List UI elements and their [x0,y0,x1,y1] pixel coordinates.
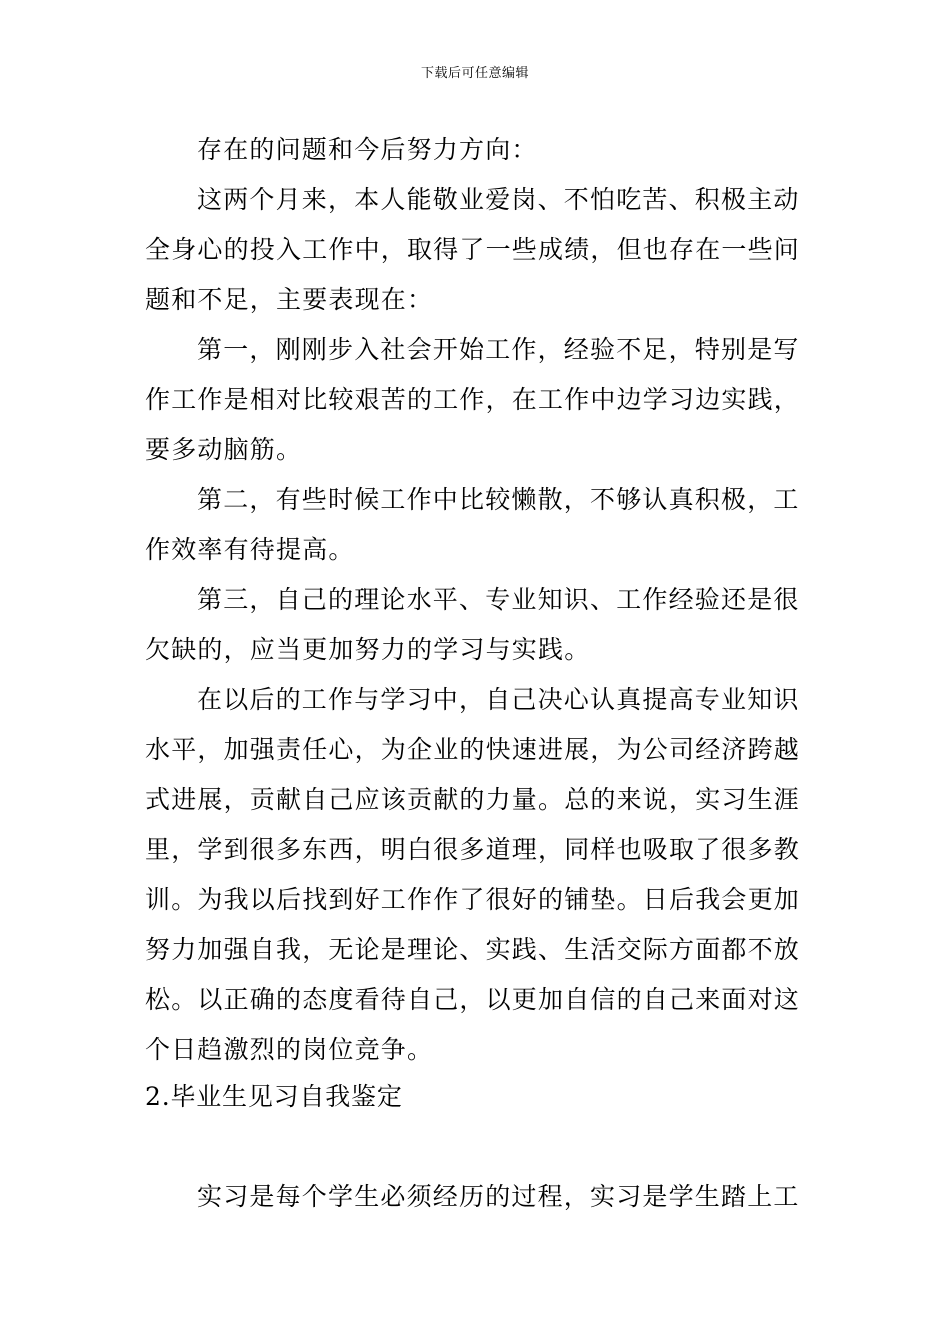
paragraph-line: 第二，有些时候工作中比较懒散，不够认真积极，工 [197,485,800,514]
paragraph-line: 水平，加强责任心，为企业的快速进展，为公司经济跨越 [145,735,801,764]
paragraph-line: 训。为我以后找到好工作作了很好的铺垫。日后我会更加 [145,885,801,914]
paragraph-line: 个日趋激烈的岗位竞争。 [145,1035,434,1064]
paragraph-line: 欠缺的，应当更加努力的学习与实践。 [145,635,591,664]
paragraph-line: 实习是每个学生必须经历的过程，实习是学生踏上工 [197,1182,800,1211]
paragraph-line: 全身心的投入工作中，取得了一些成绩，但也存在一些问 [145,235,801,264]
paragraph-line: 这两个月来，本人能敬业爱岗、不怕吃苦、积极主动 [197,185,800,214]
section-heading: 2.毕业生见习自我鉴定 [145,1082,403,1111]
paragraph-line: 题和不足，主要表现在： [145,285,434,314]
paragraph-line: 第一，刚刚步入社会开始工作，经验不足，特别是写 [197,335,800,364]
paragraph-line: 作效率有待提高。 [145,535,355,564]
paragraph-line: 松。以正确的态度看待自己，以更加自信的自己来面对这 [145,985,801,1014]
paragraph-line: 作工作是相对比较艰苦的工作，在工作中边学习边实践， [145,385,801,414]
paragraph-line: 努力加强自我，无论是理论、实践、生活交际方面都不放 [145,935,801,964]
paragraph-line: 存在的问题和今后努力方向： [197,135,538,164]
paragraph-line: 在以后的工作与学习中，自己决心认真提高专业知识 [197,685,800,714]
page-header: 下载后可任意编辑 [420,66,529,81]
paragraph-line: 式进展，贡献自己应该贡献的力量。总的来说，实习生涯 [145,785,801,814]
paragraph-line: 第三，自己的理论水平、专业知识、工作经验还是很 [197,585,800,614]
paragraph-line: 里，学到很多东西，明白很多道理，同样也吸取了很多教 [145,835,801,864]
paragraph-line: 要多动脑筋。 [145,435,303,464]
